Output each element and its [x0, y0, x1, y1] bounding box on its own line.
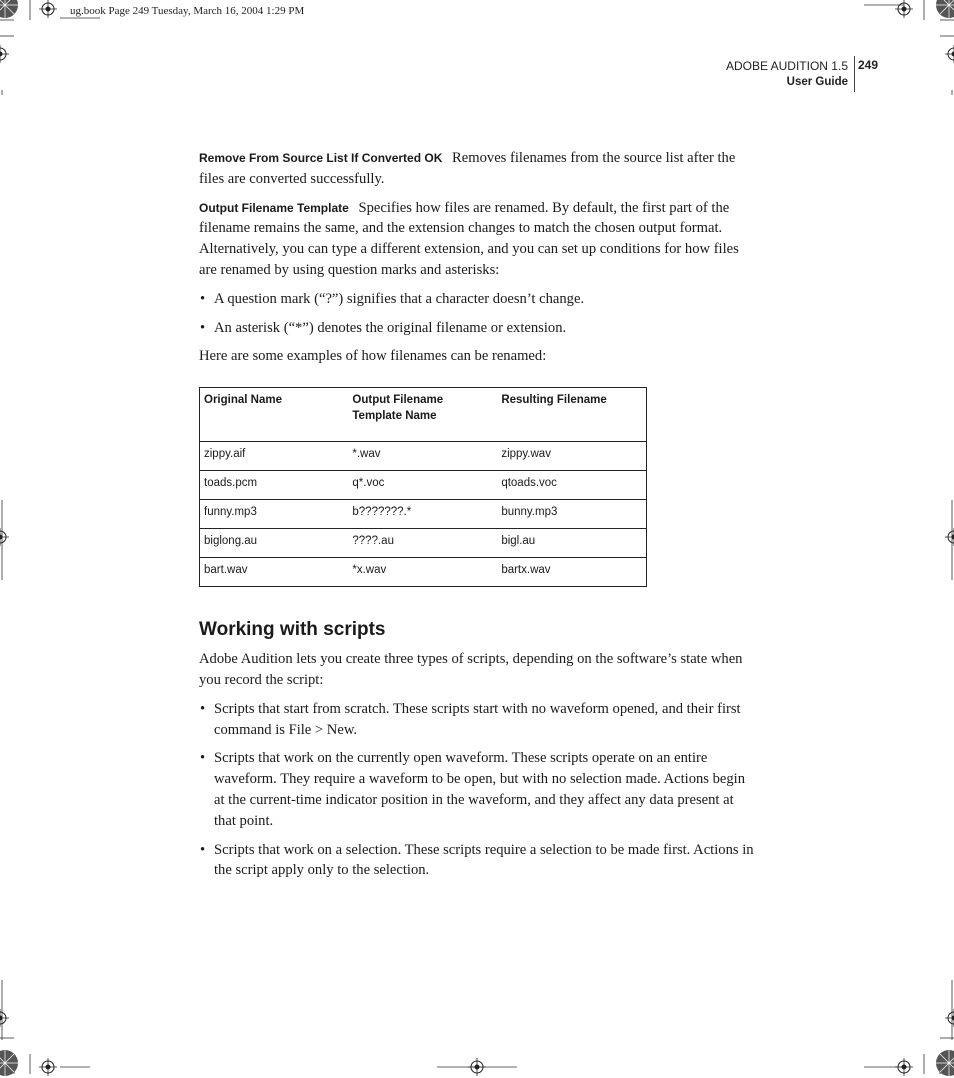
table-cell: zippy.aif [200, 442, 349, 471]
table-cell: ????.au [348, 529, 497, 558]
table-row [200, 500, 647, 529]
list-item: • Scripts that work on a selection. These scripts require a selection to be made first. Actions in the script apply only to the selection. [199, 840, 759, 882]
table-cell: funny.mp3 [200, 500, 349, 529]
examples-intro: Here are some examples of how filenames can be renamed: [199, 346, 759, 367]
list-item: • An asterisk (“*”) denotes the original filename or extension. [199, 318, 759, 339]
rename-examples-table [199, 387, 647, 587]
running-header [726, 58, 848, 90]
table-cell: *.wav [348, 442, 497, 471]
option-term: Remove From Source List If Converted OK [199, 151, 442, 165]
registration-mark-icon [945, 45, 954, 63]
registration-mark-icon [0, 45, 9, 63]
guide-name: User Guide [726, 74, 848, 90]
table-cell: qtoads.voc [497, 471, 646, 500]
page-body [199, 148, 759, 889]
column-header: Output Filename Template Name [348, 388, 497, 442]
registration-mark-icon [0, 1009, 9, 1027]
table-cell: biglong.au [200, 529, 349, 558]
column-header: Resulting Filename [497, 388, 646, 442]
product-name: ADOBE AUDITION 1.5 [726, 58, 848, 74]
table-cell: *x.wav [348, 558, 497, 587]
option-description [199, 198, 759, 281]
table-cell: toads.pcm [200, 471, 349, 500]
registration-mark-icon [895, 0, 913, 18]
registration-mark-icon [39, 0, 57, 18]
print-slug: ug.book Page 249 Tuesday, March 16, 2004 1:29 PM [70, 5, 304, 17]
table-row [200, 558, 647, 587]
registration-mark-icon [945, 528, 954, 546]
option-text: Specifies how files are renamed. By default, the first part of the filename remains the same, and the extension changes to match the chosen output format. Alternatively, you can type a different extension, and you can set up conditions for how files are renamed by using question marks and asterisks: [199, 200, 739, 278]
registration-mark-icon [0, 528, 9, 546]
option-term: Output Filename Template [199, 201, 349, 215]
wildcard-list [199, 289, 759, 339]
list-item: • Scripts that work on the currently open waveform. These scripts operate on an entire waveform. They require a waveform to be open, but with no selection made. Actions begin at the current-time indicator position in the waveform, and they affect any data present at that point. [199, 748, 759, 831]
header-divider [854, 56, 855, 92]
table-cell: bigl.au [497, 529, 646, 558]
section-intro: Adobe Audition lets you create three types of scripts, depending on the software’s state when you record the script: [199, 649, 759, 691]
table-row [200, 442, 647, 471]
registration-mark-icon [39, 1058, 57, 1076]
registration-mark-icon [468, 1058, 486, 1076]
script-types-list [199, 699, 759, 881]
option-description [199, 148, 759, 190]
starburst-mark-icon [0, 0, 20, 20]
table-cell: bunny.mp3 [497, 500, 646, 529]
list-item: • Scripts that start from scratch. These scripts start with no waveform opened, and their first command is File > New. [199, 699, 759, 741]
starburst-mark-icon [934, 0, 954, 20]
column-header: Original Name [200, 388, 349, 442]
table-row [200, 529, 647, 558]
list-item: • A question mark (“?”) signifies that a character doesn’t change. [199, 289, 759, 310]
registration-mark-icon [945, 1009, 954, 1027]
registration-mark-icon [895, 1058, 913, 1076]
table-cell: b???????.* [348, 500, 497, 529]
table-cell: q*.voc [348, 471, 497, 500]
table-cell: zippy.wav [497, 442, 646, 471]
table-row [200, 471, 647, 500]
section-heading: Working with scripts [199, 619, 759, 641]
table-cell: bartx.wav [497, 558, 646, 587]
option-text: Removes filenames from the source list after the files are converted successfully. [199, 150, 735, 187]
table-header-row [200, 388, 647, 442]
table-cell: bart.wav [200, 558, 349, 587]
page-number: 249 [858, 58, 878, 72]
